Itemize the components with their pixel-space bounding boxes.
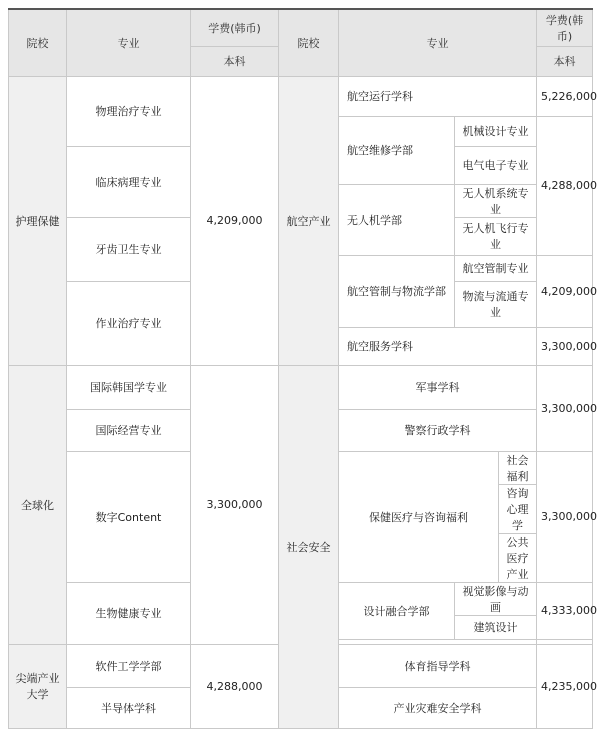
aviation-service: 航空服务学科 (339, 327, 537, 365)
fee-maint-drone: 4,288,000 (537, 116, 593, 255)
header-fee-left: 学费(韩币) (191, 9, 279, 46)
social-design: 设计融合学部 (339, 582, 455, 639)
fee-sports-disaster: 4,235,000 (537, 644, 593, 728)
major-software: 软件工学学部 (67, 644, 191, 687)
header-major-right: 专业 (339, 9, 537, 76)
major-visual: 视觉影像与动画 (455, 582, 537, 615)
aviation-control: 航空管制与物流学部 (339, 255, 455, 327)
major-bio-health: 生物健康专业 (67, 582, 191, 644)
school-global: 全球化 (9, 365, 67, 644)
social-health: 保健医疗与咨询福利 (339, 451, 499, 582)
social-military: 军事学科 (339, 365, 537, 409)
major-physical-therapy: 物理治疗专业 (67, 76, 191, 146)
major-semiconductor: 半导体学科 (67, 687, 191, 728)
major-welfare: 社会福利 (499, 451, 537, 484)
fee-global: 3,300,000 (191, 365, 279, 644)
major-clinical-pathology: 临床病理专业 (67, 146, 191, 217)
social-police: 警察行政学科 (339, 409, 537, 451)
school-aviation: 航空产业 (279, 76, 339, 365)
major-drone-sys: 无人机系统专业 (455, 184, 537, 217)
header-school-left: 院校 (9, 9, 67, 76)
major-intl-business: 国际经营专业 (67, 409, 191, 451)
major-psych: 咨询心理学 (499, 484, 537, 533)
header-fee-right: 学费(韩币) (537, 9, 593, 46)
fee-mil-pol: 3,300,000 (537, 365, 593, 451)
school-nursing: 护理保健 (9, 76, 67, 365)
fee-aviation-service: 3,300,000 (537, 327, 593, 365)
fee-health: 3,300,000 (537, 451, 593, 582)
fee-aviation-ops: 5,226,000 (537, 76, 593, 116)
major-drone-fly: 无人机飞行专业 (455, 217, 537, 255)
school-advanced: 尖端产业大学 (9, 644, 67, 728)
aviation-drone: 无人机学部 (339, 184, 455, 255)
header-undergrad-right: 本科 (537, 46, 593, 76)
major-korean-studies: 国际韩国学专业 (67, 365, 191, 409)
major-logistics: 物流与流通专业 (455, 281, 537, 327)
header-school-right: 院校 (279, 9, 339, 76)
major-dental-hygiene: 牙齿卫生专业 (67, 217, 191, 281)
fee-advanced: 4,288,000 (191, 644, 279, 728)
major-digital-content: 数字Content (67, 451, 191, 582)
major-elec: 电气电子专业 (455, 146, 537, 184)
fee-design: 4,333,000 (537, 582, 593, 639)
major-mech-design: 机械设计专业 (455, 116, 537, 146)
fee-nursing: 4,209,000 (191, 76, 279, 365)
major-occupational-therapy: 作业治疗专业 (67, 281, 191, 365)
header-undergrad-left: 本科 (191, 46, 279, 76)
aviation-ops: 航空运行学科 (339, 76, 537, 116)
social-disaster: 产业灾难安全学科 (339, 687, 537, 728)
aviation-maint: 航空维修学部 (339, 116, 455, 184)
social-sports: 体育指导学科 (339, 644, 537, 687)
school-social: 社会安全 (279, 365, 339, 728)
major-atc: 航空管制专业 (455, 255, 537, 281)
major-arch: 建筑设计 (455, 615, 537, 639)
fee-logistics: 4,209,000 (537, 255, 593, 327)
header-major-left: 专业 (67, 9, 191, 76)
major-public-health: 公共医疗产业 (499, 533, 537, 582)
tuition-table (8, 8, 597, 729)
